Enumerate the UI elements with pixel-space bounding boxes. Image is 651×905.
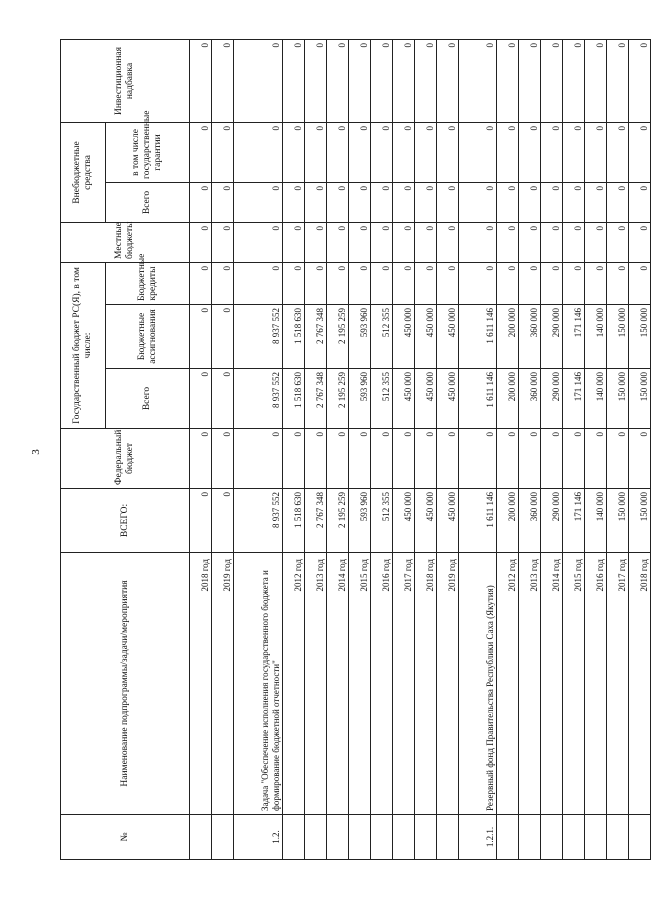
cell-st-all: 200 000 bbox=[497, 369, 519, 429]
cell-fed: 0 bbox=[349, 429, 371, 489]
cell-inv: 0 bbox=[585, 39, 607, 122]
row-number bbox=[212, 815, 234, 860]
cell-ex-gov: 0 bbox=[563, 122, 585, 182]
cell-inv: 0 bbox=[327, 39, 349, 122]
budget-table bbox=[60, 39, 651, 860]
cell-ex-all: 0 bbox=[629, 182, 651, 222]
cell-loc: 0 bbox=[497, 222, 519, 262]
cell-inv: 0 bbox=[497, 39, 519, 122]
cell-st-all: 290 000 bbox=[541, 369, 563, 429]
cell-loc: 0 bbox=[234, 222, 283, 262]
row-number bbox=[349, 815, 371, 860]
row-number bbox=[371, 815, 393, 860]
table-row bbox=[234, 39, 283, 859]
cell-fed: 0 bbox=[437, 429, 459, 489]
row-number bbox=[629, 815, 651, 860]
cell-ex-all: 0 bbox=[283, 182, 305, 222]
cell-total: 360 000 bbox=[519, 489, 541, 553]
cell-fed: 0 bbox=[234, 429, 283, 489]
cell-ex-gov: 0 bbox=[519, 122, 541, 182]
cell-st-all: 450 000 bbox=[437, 369, 459, 429]
row-number bbox=[497, 815, 519, 860]
row-number bbox=[607, 815, 629, 860]
cell-inv: 0 bbox=[607, 39, 629, 122]
cell-fed: 0 bbox=[371, 429, 393, 489]
cell-st-as: 200 000 bbox=[497, 305, 519, 369]
header-name: Наименование подпрограммы/задачи/мероприятия bbox=[61, 553, 190, 815]
cell-total: 1 611 146 bbox=[459, 489, 497, 553]
cell-loc: 0 bbox=[459, 222, 497, 262]
table-row bbox=[371, 39, 393, 859]
cell-loc: 0 bbox=[563, 222, 585, 262]
cell-fed: 0 bbox=[563, 429, 585, 489]
header-state-assign: Бюджетные ассигнования bbox=[106, 305, 190, 369]
cell-fed: 0 bbox=[212, 429, 234, 489]
row-name: 2018 год bbox=[190, 553, 212, 815]
row-number bbox=[585, 815, 607, 860]
cell-ex-all: 0 bbox=[371, 182, 393, 222]
table-row bbox=[212, 39, 234, 859]
cell-ex-all: 0 bbox=[190, 182, 212, 222]
cell-total: 0 bbox=[212, 489, 234, 553]
cell-st-all: 140 000 bbox=[585, 369, 607, 429]
cell-loc: 0 bbox=[305, 222, 327, 262]
cell-st-all: 1 518 630 bbox=[283, 369, 305, 429]
cell-st-as: 2 195 259 bbox=[327, 305, 349, 369]
cell-ex-all: 0 bbox=[497, 182, 519, 222]
cell-st-all: 2 195 259 bbox=[327, 369, 349, 429]
cell-st-as: 450 000 bbox=[393, 305, 415, 369]
cell-fed: 0 bbox=[415, 429, 437, 489]
cell-st-cr: 0 bbox=[212, 262, 234, 304]
row-name: 2013 год bbox=[519, 553, 541, 815]
cell-st-as: 140 000 bbox=[585, 305, 607, 369]
cell-inv: 0 bbox=[629, 39, 651, 122]
cell-st-cr: 0 bbox=[234, 262, 283, 304]
cell-ex-all: 0 bbox=[212, 182, 234, 222]
row-name: 2017 год bbox=[607, 553, 629, 815]
cell-total: 150 000 bbox=[607, 489, 629, 553]
cell-st-as: 290 000 bbox=[541, 305, 563, 369]
cell-st-as: 593 960 bbox=[349, 305, 371, 369]
cell-ex-gov: 0 bbox=[393, 122, 415, 182]
row-number: 1.2.1. bbox=[459, 815, 497, 860]
cell-loc: 0 bbox=[607, 222, 629, 262]
table-row bbox=[393, 39, 415, 859]
cell-st-all: 1 611 146 bbox=[459, 369, 497, 429]
cell-st-all: 360 000 bbox=[519, 369, 541, 429]
cell-st-as: 450 000 bbox=[415, 305, 437, 369]
cell-inv: 0 bbox=[541, 39, 563, 122]
cell-fed: 0 bbox=[459, 429, 497, 489]
row-number bbox=[393, 815, 415, 860]
cell-total: 450 000 bbox=[415, 489, 437, 553]
cell-ex-gov: 0 bbox=[234, 122, 283, 182]
row-name: 2012 год bbox=[497, 553, 519, 815]
cell-st-as: 2 767 348 bbox=[305, 305, 327, 369]
cell-loc: 0 bbox=[283, 222, 305, 262]
cell-ex-all: 0 bbox=[305, 182, 327, 222]
table-row bbox=[190, 39, 212, 859]
cell-ex-all: 0 bbox=[349, 182, 371, 222]
cell-total: 2 767 348 bbox=[305, 489, 327, 553]
cell-total: 450 000 bbox=[437, 489, 459, 553]
cell-st-all: 593 960 bbox=[349, 369, 371, 429]
cell-ex-gov: 0 bbox=[212, 122, 234, 182]
row-number bbox=[437, 815, 459, 860]
row-name: 2012 год bbox=[283, 553, 305, 815]
page-number: 3 bbox=[30, 449, 42, 455]
row-name: 2019 год bbox=[212, 553, 234, 815]
cell-st-as: 171 146 bbox=[563, 305, 585, 369]
table-row bbox=[349, 39, 371, 859]
cell-ex-gov: 0 bbox=[629, 122, 651, 182]
row-number bbox=[541, 815, 563, 860]
cell-ex-gov: 0 bbox=[541, 122, 563, 182]
cell-fed: 0 bbox=[497, 429, 519, 489]
cell-loc: 0 bbox=[393, 222, 415, 262]
cell-ex-gov: 0 bbox=[305, 122, 327, 182]
cell-st-all: 150 000 bbox=[607, 369, 629, 429]
header-num: № bbox=[61, 815, 190, 860]
cell-st-cr: 0 bbox=[437, 262, 459, 304]
cell-st-cr: 0 bbox=[497, 262, 519, 304]
cell-st-cr: 0 bbox=[305, 262, 327, 304]
cell-st-cr: 0 bbox=[585, 262, 607, 304]
header-total: ВСЕГО: bbox=[61, 489, 190, 553]
table-row bbox=[497, 39, 519, 859]
table-row bbox=[541, 39, 563, 859]
row-name: Задача "Обеспечение исполнения государственного бюджета и формирование бюджетной отчетности" bbox=[234, 553, 283, 815]
row-name: 2014 год bbox=[327, 553, 349, 815]
table-row bbox=[629, 39, 651, 859]
cell-fed: 0 bbox=[607, 429, 629, 489]
cell-st-cr: 0 bbox=[349, 262, 371, 304]
row-name: 2016 год bbox=[371, 553, 393, 815]
cell-fed: 0 bbox=[283, 429, 305, 489]
cell-fed: 0 bbox=[519, 429, 541, 489]
cell-total: 1 518 630 bbox=[283, 489, 305, 553]
cell-inv: 0 bbox=[234, 39, 283, 122]
row-name: 2018 год bbox=[415, 553, 437, 815]
cell-st-all: 0 bbox=[212, 369, 234, 429]
cell-inv: 0 bbox=[190, 39, 212, 122]
cell-st-cr: 0 bbox=[393, 262, 415, 304]
cell-loc: 0 bbox=[519, 222, 541, 262]
row-number bbox=[190, 815, 212, 860]
cell-st-cr: 0 bbox=[629, 262, 651, 304]
row-name: 2017 год bbox=[393, 553, 415, 815]
budget-table-body bbox=[190, 39, 651, 859]
row-number bbox=[519, 815, 541, 860]
cell-st-as: 1 518 630 bbox=[283, 305, 305, 369]
cell-loc: 0 bbox=[585, 222, 607, 262]
cell-total: 8 937 552 bbox=[234, 489, 283, 553]
cell-inv: 0 bbox=[563, 39, 585, 122]
cell-total: 593 960 bbox=[349, 489, 371, 553]
cell-fed: 0 bbox=[305, 429, 327, 489]
cell-ex-gov: 0 bbox=[371, 122, 393, 182]
cell-st-as: 8 937 552 bbox=[234, 305, 283, 369]
cell-st-cr: 0 bbox=[459, 262, 497, 304]
cell-ex-gov: 0 bbox=[607, 122, 629, 182]
cell-inv: 0 bbox=[283, 39, 305, 122]
cell-fed: 0 bbox=[585, 429, 607, 489]
cell-total: 290 000 bbox=[541, 489, 563, 553]
cell-total: 512 355 bbox=[371, 489, 393, 553]
cell-ex-gov: 0 bbox=[459, 122, 497, 182]
cell-ex-all: 0 bbox=[234, 182, 283, 222]
cell-total: 171 146 bbox=[563, 489, 585, 553]
cell-st-all: 8 937 552 bbox=[234, 369, 283, 429]
cell-loc: 0 bbox=[190, 222, 212, 262]
cell-ex-gov: 0 bbox=[283, 122, 305, 182]
cell-st-all: 150 000 bbox=[629, 369, 651, 429]
cell-inv: 0 bbox=[519, 39, 541, 122]
cell-st-all: 0 bbox=[190, 369, 212, 429]
table-row bbox=[415, 39, 437, 859]
cell-st-cr: 0 bbox=[415, 262, 437, 304]
cell-ex-all: 0 bbox=[415, 182, 437, 222]
cell-inv: 0 bbox=[212, 39, 234, 122]
cell-st-all: 450 000 bbox=[393, 369, 415, 429]
cell-ex-all: 0 bbox=[607, 182, 629, 222]
cell-loc: 0 bbox=[327, 222, 349, 262]
row-name: 2014 год bbox=[541, 553, 563, 815]
table-row bbox=[519, 39, 541, 859]
cell-loc: 0 bbox=[349, 222, 371, 262]
cell-inv: 0 bbox=[349, 39, 371, 122]
cell-st-cr: 0 bbox=[327, 262, 349, 304]
row-name: 2015 год bbox=[349, 553, 371, 815]
cell-fed: 0 bbox=[190, 429, 212, 489]
cell-st-all: 450 000 bbox=[415, 369, 437, 429]
row-name: 2013 год bbox=[305, 553, 327, 815]
cell-st-as: 0 bbox=[190, 305, 212, 369]
cell-loc: 0 bbox=[212, 222, 234, 262]
table-row bbox=[607, 39, 629, 859]
cell-st-as: 150 000 bbox=[607, 305, 629, 369]
cell-fed: 0 bbox=[629, 429, 651, 489]
cell-st-as: 150 000 bbox=[629, 305, 651, 369]
header-invest: Инвестиционная надбавка bbox=[61, 39, 190, 122]
table-row bbox=[305, 39, 327, 859]
cell-total: 140 000 bbox=[585, 489, 607, 553]
rotated-budget-table-container bbox=[60, 40, 649, 860]
cell-ex-gov: 0 bbox=[437, 122, 459, 182]
header-extra-budget: Внебюджетные средства bbox=[61, 122, 106, 222]
cell-inv: 0 bbox=[371, 39, 393, 122]
header-state-credit: Бюджетные кредиты bbox=[106, 262, 190, 304]
row-name: 2019 год bbox=[437, 553, 459, 815]
cell-total: 2 195 259 bbox=[327, 489, 349, 553]
cell-st-cr: 0 bbox=[371, 262, 393, 304]
cell-loc: 0 bbox=[541, 222, 563, 262]
row-number bbox=[305, 815, 327, 860]
cell-fed: 0 bbox=[541, 429, 563, 489]
cell-ex-gov: 0 bbox=[585, 122, 607, 182]
cell-st-cr: 0 bbox=[519, 262, 541, 304]
cell-inv: 0 bbox=[305, 39, 327, 122]
row-number: 1.2. bbox=[234, 815, 283, 860]
cell-loc: 0 bbox=[371, 222, 393, 262]
cell-ex-all: 0 bbox=[437, 182, 459, 222]
cell-st-as: 1 611 146 bbox=[459, 305, 497, 369]
cell-ex-gov: 0 bbox=[190, 122, 212, 182]
header-local: Местные бюджеты bbox=[61, 222, 190, 262]
cell-st-as: 360 000 bbox=[519, 305, 541, 369]
header-federal: Федеральный бюджет bbox=[61, 429, 190, 489]
cell-st-cr: 0 bbox=[607, 262, 629, 304]
row-name: 2018 год bbox=[629, 553, 651, 815]
cell-ex-all: 0 bbox=[393, 182, 415, 222]
cell-inv: 0 bbox=[393, 39, 415, 122]
cell-ex-all: 0 bbox=[563, 182, 585, 222]
cell-total: 450 000 bbox=[393, 489, 415, 553]
cell-ex-all: 0 bbox=[585, 182, 607, 222]
table-row bbox=[327, 39, 349, 859]
row-name: Резервный фонд Правительства Республики Саха (Якутия) bbox=[459, 553, 497, 815]
table-row bbox=[563, 39, 585, 859]
row-number bbox=[283, 815, 305, 860]
header-extra-gov: в том числе государственные гарантии bbox=[106, 122, 190, 182]
cell-st-cr: 0 bbox=[541, 262, 563, 304]
cell-st-all: 512 355 bbox=[371, 369, 393, 429]
cell-inv: 0 bbox=[437, 39, 459, 122]
cell-ex-all: 0 bbox=[541, 182, 563, 222]
cell-st-cr: 0 bbox=[283, 262, 305, 304]
cell-st-as: 0 bbox=[212, 305, 234, 369]
cell-ex-gov: 0 bbox=[415, 122, 437, 182]
cell-ex-all: 0 bbox=[459, 182, 497, 222]
cell-st-cr: 0 bbox=[563, 262, 585, 304]
cell-st-cr: 0 bbox=[190, 262, 212, 304]
header-state-all: Всего bbox=[106, 369, 190, 429]
cell-inv: 0 bbox=[415, 39, 437, 122]
cell-st-as: 512 355 bbox=[371, 305, 393, 369]
table-row bbox=[459, 39, 497, 859]
cell-loc: 0 bbox=[437, 222, 459, 262]
cell-st-as: 450 000 bbox=[437, 305, 459, 369]
cell-inv: 0 bbox=[459, 39, 497, 122]
table-row bbox=[585, 39, 607, 859]
row-name: 2015 год bbox=[563, 553, 585, 815]
cell-total: 0 bbox=[190, 489, 212, 553]
table-row bbox=[437, 39, 459, 859]
cell-ex-gov: 0 bbox=[497, 122, 519, 182]
cell-st-all: 2 767 348 bbox=[305, 369, 327, 429]
cell-fed: 0 bbox=[393, 429, 415, 489]
cell-ex-gov: 0 bbox=[349, 122, 371, 182]
cell-ex-all: 0 bbox=[327, 182, 349, 222]
cell-loc: 0 bbox=[629, 222, 651, 262]
header-extra-all: Всего bbox=[106, 182, 190, 222]
cell-ex-all: 0 bbox=[519, 182, 541, 222]
cell-st-all: 171 146 bbox=[563, 369, 585, 429]
row-number bbox=[563, 815, 585, 860]
row-number bbox=[415, 815, 437, 860]
cell-total: 200 000 bbox=[497, 489, 519, 553]
row-name: 2016 год bbox=[585, 553, 607, 815]
header-state-budget: Государственный бюджет РС(Я), в том числе: bbox=[61, 262, 106, 428]
cell-fed: 0 bbox=[327, 429, 349, 489]
cell-total: 150 000 bbox=[629, 489, 651, 553]
table-row bbox=[283, 39, 305, 859]
row-number bbox=[327, 815, 349, 860]
cell-ex-gov: 0 bbox=[327, 122, 349, 182]
cell-loc: 0 bbox=[415, 222, 437, 262]
